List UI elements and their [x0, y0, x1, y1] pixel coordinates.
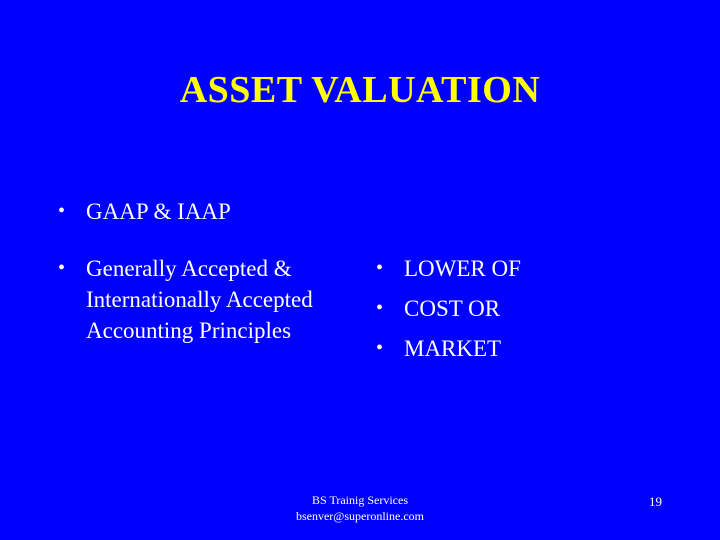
list-item: • GAAP & IAAP [50, 196, 670, 227]
slide-body [50, 196, 670, 361]
left-bullet-list [50, 253, 360, 346]
footer-email: bsenver@superonline.com [295, 509, 424, 523]
right-column [368, 253, 668, 373]
list-item: • MARKET [368, 333, 668, 364]
footer-organization: BS Trainig Services [311, 493, 408, 507]
left-column [50, 253, 360, 355]
list-item: • Generally Accepted & Internationally Accepted Accounting Principles [50, 253, 360, 346]
list-item: • LOWER OF [368, 253, 668, 284]
page-title: ASSET VALUATION [179, 69, 541, 111]
right-bullet-list [368, 253, 668, 364]
slide-footer [0, 492, 720, 524]
top-bullet-list [50, 196, 670, 227]
page-number: 19 [649, 494, 662, 509]
list-item: • COST OR [368, 293, 668, 324]
